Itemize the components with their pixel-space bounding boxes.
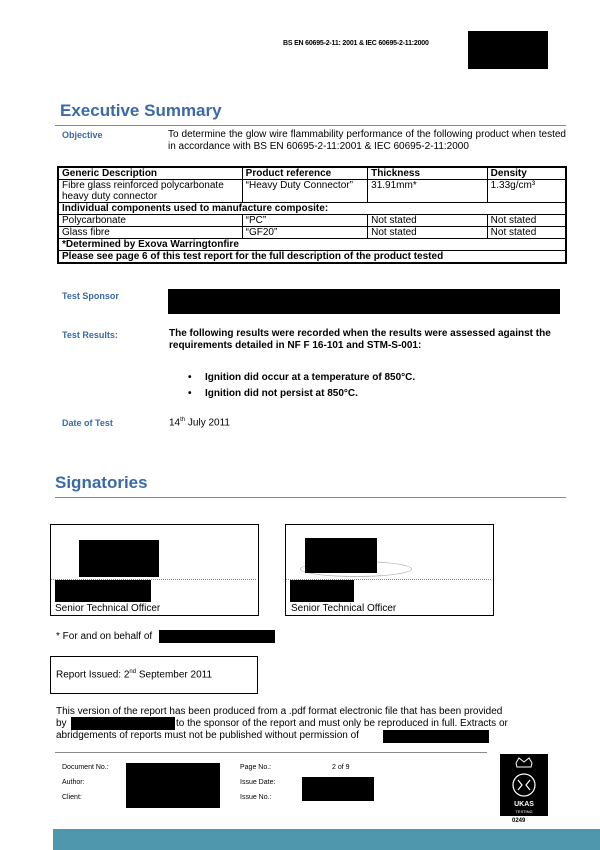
date-suffix: th (180, 417, 186, 423)
test-results-label: Test Results: (62, 330, 118, 340)
table-header-cell: Density (487, 167, 566, 180)
table-cell: Not stated (487, 215, 566, 227)
list-item: • Ignition did not persist at 850°C. (188, 388, 415, 404)
footer-color-bar (53, 829, 600, 850)
table-header-cell: Product reference (242, 167, 367, 180)
table-cell: Polycarbonate (58, 215, 242, 227)
table-cell: Not stated (368, 215, 488, 227)
executive-summary-heading: Executive Summary (60, 101, 222, 120)
date-of-test-label: Date of Test (62, 418, 113, 428)
signatories-heading: Signatories (55, 473, 148, 492)
redacted-signature-2 (305, 538, 377, 573)
heading-rule (55, 125, 566, 126)
table-cell: Not stated (487, 227, 566, 239)
report-issued-text (56, 669, 212, 680)
report-issued-rest: September 2011 (136, 669, 213, 681)
signatory-role-1: Senior Technical Officer (55, 603, 161, 614)
see-page-note: Please see page 6 of this test report for the full description of the product tested (58, 251, 566, 264)
standard-reference: BS EN 60695-2-11: 2001 & IEC 60695-2-11:2000 (283, 40, 429, 47)
date-of-test-value (169, 417, 230, 428)
report-issued-suffix: nd (129, 669, 137, 675)
issue-no-label: Issue No.: (240, 794, 272, 801)
objective-label: Objective (62, 130, 103, 140)
table-cell: Not stated (368, 227, 488, 239)
disclaimer-line-2: to the sponsor of the report and must only be reproduced in full. Extracts or (176, 718, 508, 729)
redacted-signature-1 (79, 540, 159, 577)
composite-table (57, 166, 567, 264)
disclaimer-line-3: abridgements of reports must not be published without permission of (56, 730, 359, 741)
document-no-label: Document No.: (62, 764, 109, 771)
components-heading: Individual components used to manufacture composite: (58, 203, 566, 215)
table-row (58, 180, 566, 203)
table-cell: “Heavy Duty Connector” (242, 180, 367, 203)
page-no-value: 2 of 9 (332, 764, 350, 771)
ukas-logo (500, 754, 548, 816)
redacted-logo (468, 31, 548, 69)
table-row (58, 251, 566, 264)
determined-note: *Determined by Exova Warringtonfire (58, 239, 566, 251)
disclaimer-line-1: This version of the report has been produced from a .pdf format electronic file that has been provided (56, 706, 503, 717)
redacted-company (159, 630, 275, 643)
author-label: Author: (62, 779, 85, 786)
behalf-text: * For and on behalf of (56, 631, 153, 642)
table-cell: 31.91mm* (368, 180, 488, 203)
test-sponsor-label: Test Sponsor (62, 291, 119, 301)
table-cell: 1.33g/cm³ (487, 180, 566, 203)
footer-rule (55, 752, 487, 753)
table-row (58, 203, 566, 215)
signatories-rule (55, 497, 566, 498)
issue-date-label: Issue Date: (240, 779, 276, 786)
ukas-testing-text: TESTING (515, 809, 533, 814)
table-cell: Glass fibre (58, 227, 242, 239)
list-item: • Ignition did occur at a temperature of 850°C. (188, 372, 415, 388)
page-no-label: Page No.: (240, 764, 272, 771)
table-header-cell: Generic Description (58, 167, 242, 180)
table-cell: “GF20” (242, 227, 367, 239)
table-header-cell: Thickness (368, 167, 488, 180)
test-results-intro: The following results were recorded when the results were assessed against the requirements detailed in NF F 16-101 and STM-S-001: (169, 328, 551, 351)
table-row (58, 239, 566, 251)
objective-text: To determine the glow wire flammability performance of the following product when tested in accordance with BS EN 60695-2-11:2001 & IEC 60695-2-11:2000 (168, 129, 566, 152)
date-day: 14 (169, 417, 181, 429)
redacted-permission (383, 730, 489, 743)
table-row (58, 227, 566, 239)
report-issued-prefix: Report Issued: 2 (56, 669, 130, 681)
table-cell: Fibre glass reinforced polycarbonate heavy duty connector (58, 180, 242, 203)
redacted-document-details (126, 763, 220, 808)
ukas-text: UKAS (514, 801, 534, 808)
test-results-list (188, 372, 415, 404)
redacted-issue-details (302, 777, 374, 801)
redacted-name-2 (290, 580, 354, 602)
table-header-row (58, 167, 566, 180)
redacted-name-1 (55, 580, 151, 602)
table-row (58, 215, 566, 227)
redacted-provider (71, 717, 175, 730)
ukas-number: 0249 (512, 818, 526, 824)
signatory-role-2: Senior Technical Officer (291, 603, 397, 614)
disclaimer-by: by (56, 718, 67, 729)
redacted-sponsor (168, 289, 560, 314)
date-rest: July 2011 (185, 417, 230, 429)
table-cell: “PC” (242, 215, 367, 227)
client-label: Client: (62, 794, 82, 801)
